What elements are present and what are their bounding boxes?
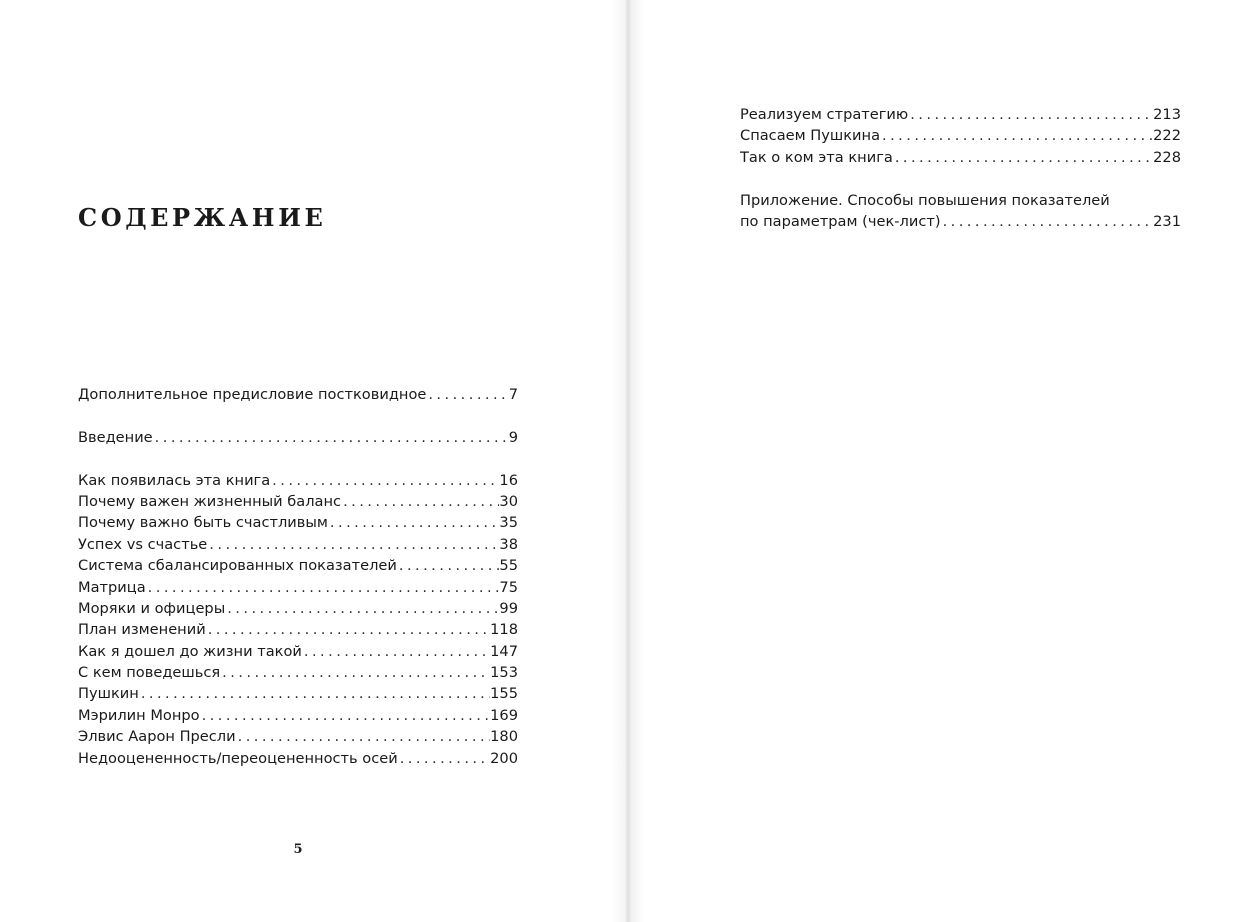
toc-entry-title: Как я дошел до жизни такой (78, 642, 302, 660)
dot-leader (397, 555, 500, 576)
toc-entry-page: 155 (490, 685, 518, 703)
dot-leader (328, 512, 500, 533)
dot-leader (207, 534, 499, 555)
toc-entry-title: Элвис Аарон Пресли (78, 728, 236, 746)
toc-entry-page: 153 (490, 664, 518, 682)
toc-entry-page: 55 (499, 557, 518, 575)
toc-entry (78, 470, 518, 491)
toc-entry-page: 147 (490, 642, 518, 660)
toc-entry-page: 38 (499, 535, 518, 553)
toc-entry (78, 683, 518, 704)
toc-entry (78, 662, 518, 683)
dot-leader (270, 470, 499, 491)
toc-entry-title: Реализуем стратегию (740, 106, 909, 123)
toc-entry (78, 491, 518, 512)
toc-entry-title: Мэрилин Монро (78, 706, 200, 724)
toc-appendix-line1: Приложение. Способы повышения показателей (740, 191, 1110, 209)
toc-entry (78, 748, 518, 769)
dot-leader (236, 726, 491, 747)
toc-entry-title: Спасаем Пушкина (740, 127, 881, 145)
toc-entry (78, 619, 518, 640)
toc-entry-title: Моряки и офицеры (78, 599, 226, 617)
dot-leader (893, 147, 1153, 168)
toc-entry-title: Так о ком эта книга (740, 148, 893, 166)
toc-entry-title: по параметрам (чек-лист) (740, 212, 941, 230)
dot-leader (302, 641, 490, 662)
toc-entry-title: Почему важен жизненный баланс (78, 492, 342, 510)
toc-entry (78, 641, 518, 662)
toc-entry-page: 222 (1153, 127, 1181, 145)
toc-entry-page: 35 (499, 514, 518, 532)
dot-leader (220, 662, 490, 683)
toc-entry-page: 213 (1153, 106, 1181, 123)
dot-leader (880, 125, 1153, 146)
toc-entry (78, 427, 518, 448)
dot-leader (200, 705, 491, 726)
toc-entry-title: Система сбалансированных показателей (78, 557, 397, 575)
toc-entry-title: Недооцененность/переоцененность осей (78, 749, 398, 767)
toc-entry-title: Матрица (78, 578, 146, 596)
toc-entry-page: 200 (490, 749, 518, 767)
toc-entry (78, 598, 518, 619)
toc-entry (78, 577, 518, 598)
toc-entry (740, 147, 1181, 168)
dot-leader (146, 577, 500, 598)
toc-entry-page: 180 (490, 728, 518, 746)
dot-leader (398, 748, 490, 769)
dot-leader (908, 104, 1153, 125)
toc-entry-page: 75 (499, 578, 518, 596)
toc-entry-page: 231 (1153, 212, 1181, 230)
dot-leader (225, 598, 499, 619)
dot-leader (941, 211, 1154, 232)
toc-entry-title: Дополнительное предисловие постковидное (78, 386, 427, 403)
toc-entry-page: 16 (499, 471, 518, 489)
toc-entry (78, 512, 518, 533)
dot-leader (139, 683, 490, 704)
toc-entry (78, 384, 518, 405)
toc-entry (78, 534, 518, 555)
toc-entry-title: Почему важно быть счастливым (78, 514, 328, 532)
dot-leader (341, 491, 499, 512)
toc-entry (740, 104, 1181, 125)
toc-entry-page: 99 (499, 599, 518, 617)
page-number: 5 (293, 842, 303, 857)
dot-leader (153, 427, 509, 448)
toc-entry-page: 118 (490, 621, 518, 639)
page-title: СОДЕРЖАНИЕ (78, 203, 327, 232)
toc-entry-title: Пушкин (78, 685, 139, 703)
toc-entry-title: Введение (78, 428, 153, 446)
toc-entry (78, 726, 518, 747)
toc-entry-page: 30 (499, 492, 518, 510)
table-of-contents-left (78, 384, 518, 769)
toc-entry (740, 125, 1181, 146)
toc-entry-title: План изменений (78, 621, 206, 639)
dot-leader (206, 619, 490, 640)
toc-entry (78, 555, 518, 576)
table-of-contents-right (740, 104, 1181, 232)
toc-entry-title: Как появилась эта книга (78, 471, 271, 489)
toc-entry-page: 7 (508, 386, 518, 403)
dot-leader (426, 384, 508, 405)
toc-entry (78, 705, 518, 726)
toc-entry-title: С кем поведешься (78, 664, 221, 682)
left-page (0, 0, 628, 922)
toc-entry-page: 9 (508, 428, 518, 446)
toc-entry-title: Успех vs счастье (78, 535, 208, 553)
toc-entry-page: 169 (490, 706, 518, 724)
book-gutter-shadow (612, 0, 644, 922)
toc-appendix-entry (740, 211, 1181, 232)
toc-entry-page: 228 (1153, 148, 1181, 166)
